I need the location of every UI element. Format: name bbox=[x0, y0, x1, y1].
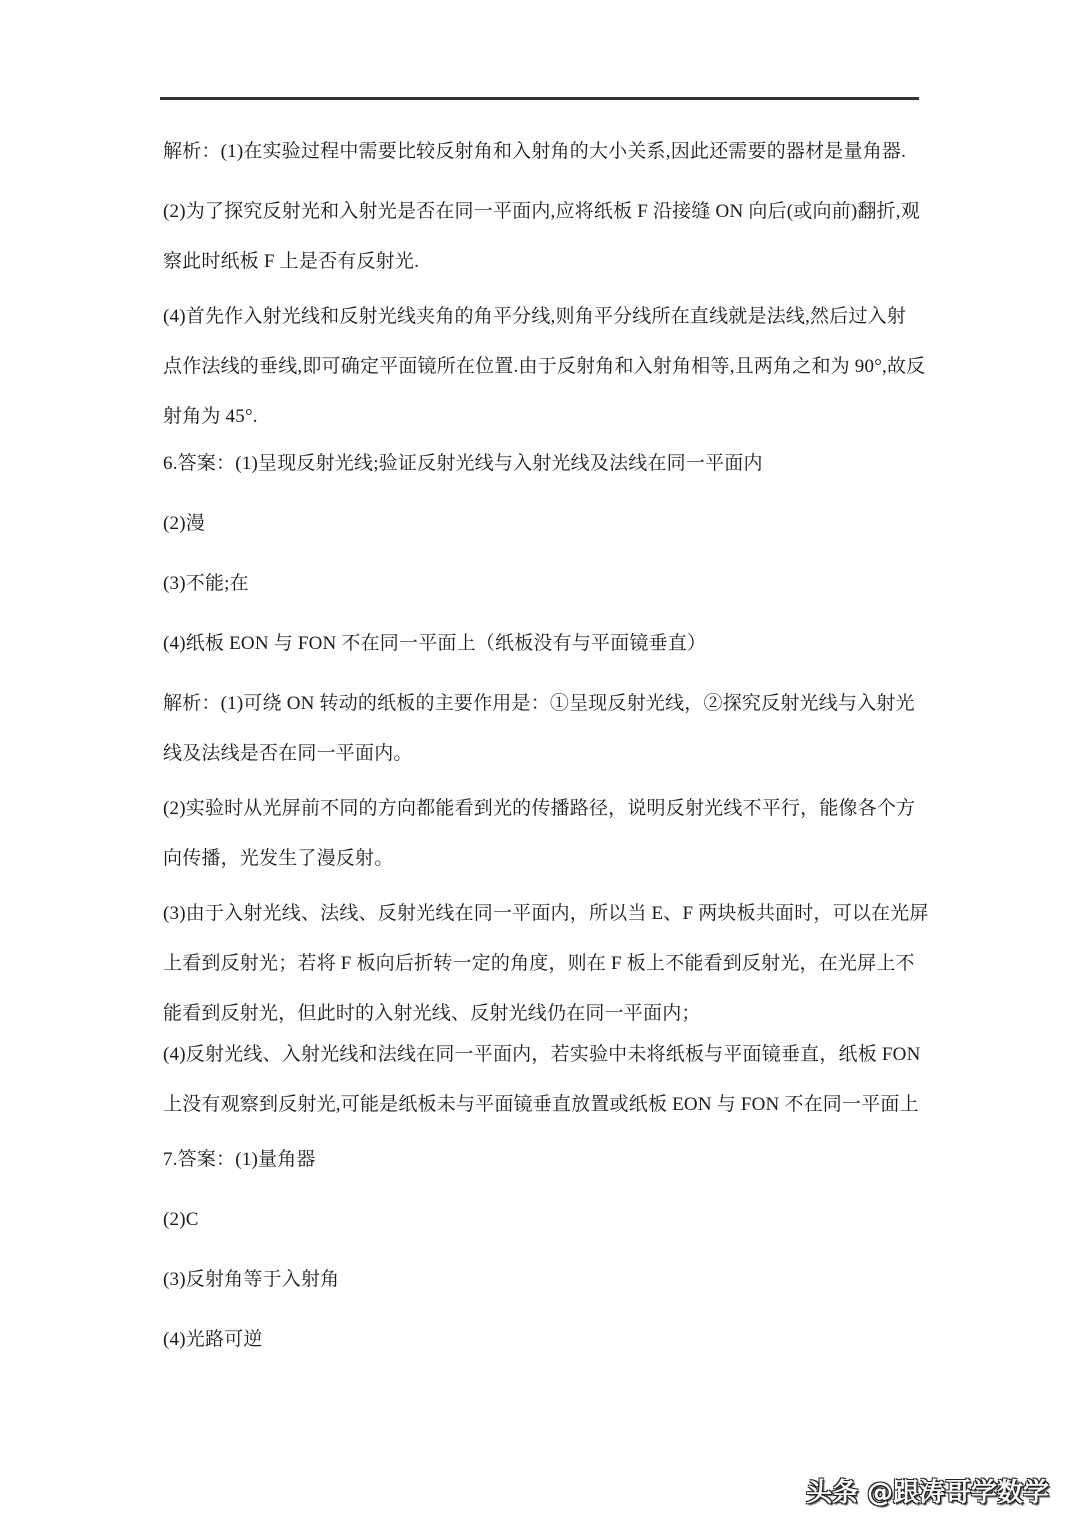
analysis-5-2-line1: (2)为了探究反射光和入射光是否在同一平面内,应将纸板 F 沿接缝 ON 向后(或向前)翻折,观 bbox=[163, 201, 920, 222]
analysis-5-1: 解析：(1)在实验过程中需要比较反射角和入射角的大小关系,因此还需要的器材是量角器. bbox=[163, 141, 907, 162]
analysis-5-4-line3: 射角为 45°. bbox=[163, 406, 258, 427]
analysis-6-3-line3: 能看到反射光，但此时的入射光线、反射光线仍在同一平面内； bbox=[163, 1003, 701, 1024]
answer-6-2: (2)漫 bbox=[163, 513, 205, 534]
answer-6-4: (4)纸板 EON 与 FON 不在同一平面上（纸板没有与平面镜垂直） bbox=[163, 633, 707, 654]
analysis-6-1-line1: 解析：(1)可绕 ON 转动的纸板的主要作用是：①呈现反射光线，②探究反射光线与入射光 bbox=[163, 693, 915, 714]
analysis-6-2-line1: (2)实验时从光屏前不同的方向都能看到光的传播路径，说明反射光线不平行，能像各个方 bbox=[163, 798, 916, 819]
answer-6-3: (3)不能;在 bbox=[163, 573, 249, 594]
analysis-6-3-line1: (3)由于入射光线、法线、反射光线在同一平面内，所以当 E、F 两块板共面时，可以在光屏 bbox=[163, 903, 929, 924]
analysis-5-4-line2: 点作法线的垂线,即可确定平面镜所在位置.由于反射角和入射角相等,且两角之和为 90°,故反 bbox=[163, 356, 926, 377]
analysis-6-4-line1: (4)反射光线、入射光线和法线在同一平面内，若实验中未将纸板与平面镜垂直，纸板 FON bbox=[163, 1044, 921, 1065]
answer-6-1: 6.答案：(1)呈现反射光线;验证反射光线与入射光线及法线在同一平面内 bbox=[163, 453, 763, 474]
analysis-5-2-line2: 察此时纸板 F 上是否有反射光. bbox=[163, 251, 420, 272]
watermark: 头条 @跟涛哥学数学 bbox=[806, 1478, 1050, 1508]
analysis-6-2-line2: 向传播，光发生了漫反射。 bbox=[163, 848, 394, 869]
answer-7-4: (4)光路可逆 bbox=[163, 1329, 263, 1350]
analysis-6-4-line2: 上没有观察到反射光,可能是纸板未与平面镜垂直放置或纸板 EON 与 FON 不在同一平面上 bbox=[163, 1094, 919, 1115]
answer-7-1: 7.答案：(1)量角器 bbox=[163, 1149, 316, 1170]
analysis-5-4-line1: (4)首先作入射光线和反射光线夹角的角平分线,则角平分线所在直线就是法线,然后过入射 bbox=[163, 306, 907, 327]
analysis-6-3-line2: 上看到反射光；若将 F 板向后折转一定的角度，则在 F 板上不能看到反射光，在光屏上不 bbox=[163, 953, 915, 974]
analysis-6-1-line2: 线及法线是否在同一平面内。 bbox=[163, 743, 413, 764]
answer-7-2: (2)C bbox=[163, 1209, 199, 1230]
header-rule bbox=[160, 97, 919, 100]
answer-7-3: (3)反射角等于入射角 bbox=[163, 1269, 340, 1290]
